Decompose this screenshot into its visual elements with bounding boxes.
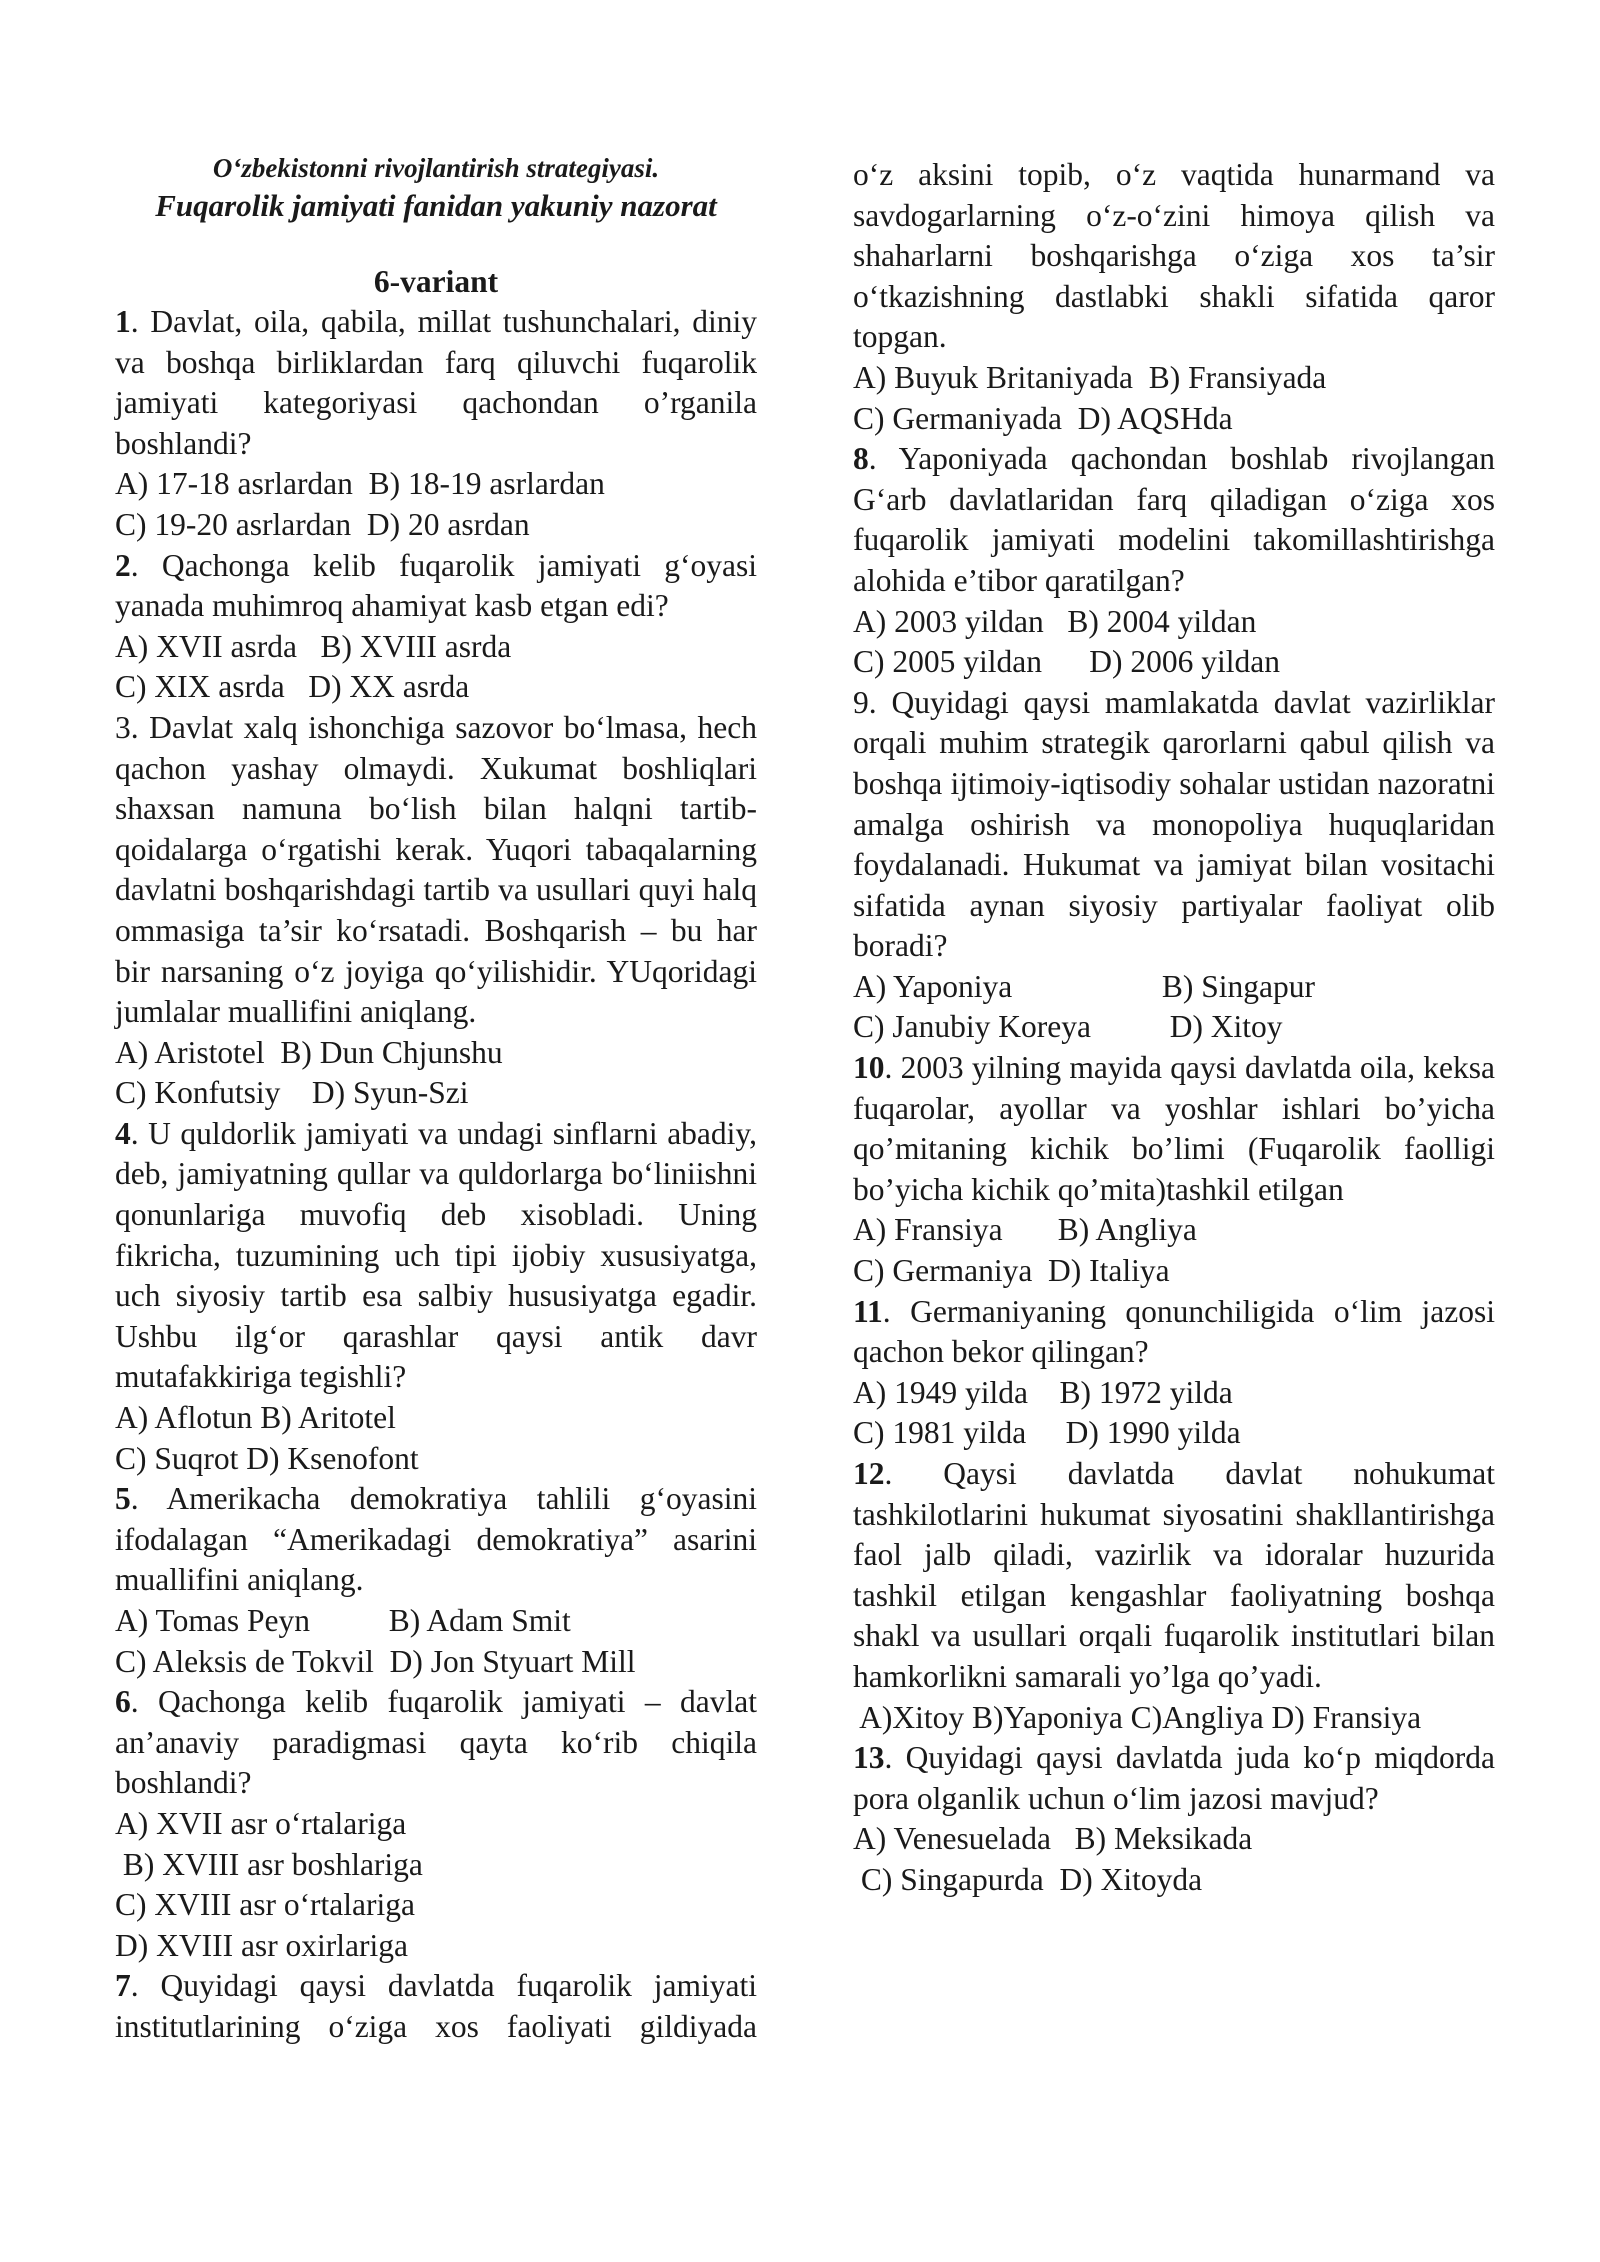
question-number: 8 bbox=[853, 441, 869, 477]
answer-options: C) Germaniyada D) AQSHda bbox=[853, 400, 1233, 436]
answer-options: A) Venesuelada B) Meksikada bbox=[853, 1821, 1253, 1857]
answer-options: A) 17-18 asrlardan B) 18-19 asrlardan bbox=[115, 466, 605, 502]
question-text: . Qachonga kelib fuqarolik jamiyati g‘oyasi yanada muhimroq ahamiyat kasb etgan edi? bbox=[115, 547, 757, 624]
answer-options: A) Yaponiya B) Singapur bbox=[853, 968, 1315, 1004]
question-text: . Davlat, oila, qabila, millat tushunchalari, diniy va boshqa birliklardan farq qiluvchi fuqarolik jamiyati kategoriyasi qachondan o’rganila boshlandi? bbox=[115, 304, 757, 461]
question-10 bbox=[853, 1048, 1495, 1292]
question-8 bbox=[853, 439, 1495, 683]
question-text: . Germaniyaning qonunchiligida o‘lim jazosi qachon bekor qilingan? bbox=[853, 1293, 1495, 1370]
answer-options: C) Germaniya D) Italiya bbox=[853, 1253, 1170, 1289]
question-number: 4 bbox=[115, 1115, 131, 1151]
question-12 bbox=[853, 1454, 1495, 1738]
question-number: 6 bbox=[115, 1684, 131, 1720]
answer-options: A) 2003 yildan B) 2004 yildan bbox=[853, 603, 1257, 639]
answer-options: A) Aristotel B) Dun Chjunshu bbox=[115, 1034, 503, 1070]
question-number: 12 bbox=[853, 1456, 885, 1491]
question-text: . Qachonga kelib fuqarolik jamiyati – davlat an’anaviy paradigmasi qayta ko‘rib chiqila boshlandi? bbox=[115, 1684, 757, 1801]
variant-label: 6-variant bbox=[373, 264, 499, 299]
question-2 bbox=[115, 546, 757, 708]
question-text: . Davlat xalq ishonchiga sazovor bo‘lmasa, hech qachon yashay olmaydi. Xukumat boshliqlari shaxsan namuna bo‘lish bilan halqni tartib-qoidalarga o‘rgatishi kerak. Yuqori tabaqalarning davlatni boshqarishdagi tartib va usullari quyi halq ommasiga ta’sir ko‘rsatadi. Boshqarish – bu har bir narsaning o‘z joyiga qo‘yilishidir. YUqoridagi jumlalar muallifini aniqlang. bbox=[115, 709, 757, 1030]
question-4 bbox=[115, 1114, 757, 1479]
question-text: . Quyidagi qaysi mamlakatda davlat vazirliklar orqali muhim strategik qarorlarni qabul qilish va boshqa ijtimoiy-iqtisodiy sohalar ustidan nazoratni amalga oshirish va monopoliya huquqlaridan foydalanadi. Hukumat va jamiyat bilan vositachi sifatida aynan siyosiy partiyalar faoliyat olib boradi? bbox=[853, 684, 1495, 964]
answer-options: C) Konfutsiy D) Syun-Szi bbox=[115, 1075, 469, 1111]
answer-options: A) Buyuk Britaniyada B) Fransiyada bbox=[853, 359, 1327, 395]
answer-options: C) Aleksis de Tokvil D) Jon Styuart Mill bbox=[115, 1643, 636, 1679]
answer-options: A) Aflotun B) Aritotel bbox=[115, 1400, 396, 1436]
question-number: 9 bbox=[853, 684, 869, 720]
answer-options: A) 1949 yilda B) 1972 yilda bbox=[853, 1374, 1233, 1410]
question-number: 1 bbox=[115, 304, 131, 339]
answer-options: C) Singapurda D) Xitoyda bbox=[853, 1861, 1203, 1897]
answer-options: C) XIX asrda D) XX asrda bbox=[115, 669, 470, 705]
question-text: o‘z aksini topib, o‘z vaqtida hunarmand va savdogarlarning o‘z-o‘zini himoya qilish va shaharlarni boshqarishga o‘ziga xos ta’sir o‘tkazishning dastlabki shakli sifatida qaror topgan. bbox=[853, 157, 1495, 355]
question-1 bbox=[115, 302, 757, 546]
question-number: 7 bbox=[115, 1968, 131, 2004]
question-text: . 2003 yilning mayida qaysi davlatda oila, keksa fuqarolar, ayollar va yoshlar ishlari bo’yicha qo’mitaning kichik bo’limi (Fuqarolik faolligi bo’yicha kichik qo’mita)tashkil etilgan bbox=[853, 1050, 1495, 1207]
question-number: 2 bbox=[115, 547, 131, 583]
question-number: 11 bbox=[853, 1293, 883, 1329]
answer-options: A)Xitoy B)Yaponiya C)Angliya D) Fransiya bbox=[853, 1699, 1422, 1735]
left-column bbox=[115, 150, 757, 2048]
document-title-line1: O‘zbekistonni rivojlantirish strategiyasi. bbox=[212, 153, 660, 183]
question-number: 5 bbox=[115, 1481, 131, 1517]
question-text: . Quyidagi qaysi davlatda fuqarolik jamiyati institutlarining o‘ziga xos faoliyati gildiyada bbox=[115, 1968, 757, 2044]
question-text: . Amerikacha demokratiya tahlili g‘oyasini ifodalagan “Amerikadagi demokratiya” asarini muallifini aniqlang. bbox=[115, 1481, 757, 1598]
question-3 bbox=[115, 708, 757, 1114]
document-title-line2: Fuqarolik jamiyati fanidan yakuniy nazorat bbox=[155, 188, 717, 223]
question-text: . U quldorlik jamiyati va undagi sinflarni abadiy, deb, jamiyatning qullar va quldorlarga bo‘liniishni qonunlariga muvofiq deb xisobladi. Uning fikricha, tuzumining uch tipi ijobiy xususiyatga, uch siyosiy tartib esa salbiy hususiyatga egadir. Ushbu ilg‘or qarashlar qaysi antik davr mutafakkiriga tegishli? bbox=[115, 1115, 757, 1395]
answer-options: C) XVIII asr o‘rtalariga bbox=[115, 1887, 415, 1923]
question-number: 13 bbox=[853, 1740, 885, 1776]
right-column bbox=[853, 155, 1495, 1901]
answer-options: D) XVIII asr oxirlariga bbox=[115, 1927, 409, 1963]
question-6 bbox=[115, 1682, 757, 1966]
answer-options: C) 1981 yilda D) 1990 yilda bbox=[853, 1415, 1241, 1451]
question-13 bbox=[853, 1738, 1495, 1900]
answer-options: A) XVII asrda B) XVIII asrda bbox=[115, 628, 512, 664]
question-number: 3 bbox=[115, 709, 131, 745]
question-text: . Yaponiyada qachondan boshlab rivojlangan G‘arb davlatlaridan farq qiladigan o‘ziga xos fuqarolik jamiyati modelini takomillashtirishga alohida e’tibor qaratilgan? bbox=[853, 441, 1495, 598]
answer-options: A) Tomas Peyn B) Adam Smit bbox=[115, 1603, 571, 1638]
answer-options: B) XVIII asr boshlariga bbox=[115, 1846, 423, 1882]
question-9 bbox=[853, 683, 1495, 1048]
answer-options: C) 19-20 asrlardan D) 20 asrdan bbox=[115, 506, 530, 542]
answer-options: C) 2005 yildan D) 2006 yildan bbox=[853, 644, 1280, 680]
question-text: . Qaysi davlatda davlat nohukumat tashkilotlarini hukumat siyosatini shakllantirishga faol jalb qiladi, vazirlik va idoralar huzurida tashkil etilgan kengashlar faoliyatning boshqa shakl va usullari orqali fuqarolik institutlari bilan hamkorlikni samarali yo’lga qo’yadi. bbox=[853, 1456, 1495, 1694]
answer-options: A) Fransiya B) Angliya bbox=[853, 1212, 1197, 1248]
question-5 bbox=[115, 1479, 757, 1682]
answer-options: C) Suqrot D) Ksenofont bbox=[115, 1440, 419, 1476]
question-7-start bbox=[115, 1966, 757, 2047]
question-11 bbox=[853, 1292, 1495, 1454]
answer-options: A) XVII asr o‘rtalariga bbox=[115, 1805, 407, 1841]
answer-options: C) Janubiy Koreya D) Xitoy bbox=[853, 1009, 1283, 1045]
question-text: . Quyidagi qaysi davlatda juda ko‘p miqdorda pora olganlik uchun o‘lim jazosi mavjud? bbox=[853, 1740, 1495, 1816]
question-7-continued bbox=[853, 155, 1495, 439]
question-number: 10 bbox=[853, 1050, 885, 1086]
